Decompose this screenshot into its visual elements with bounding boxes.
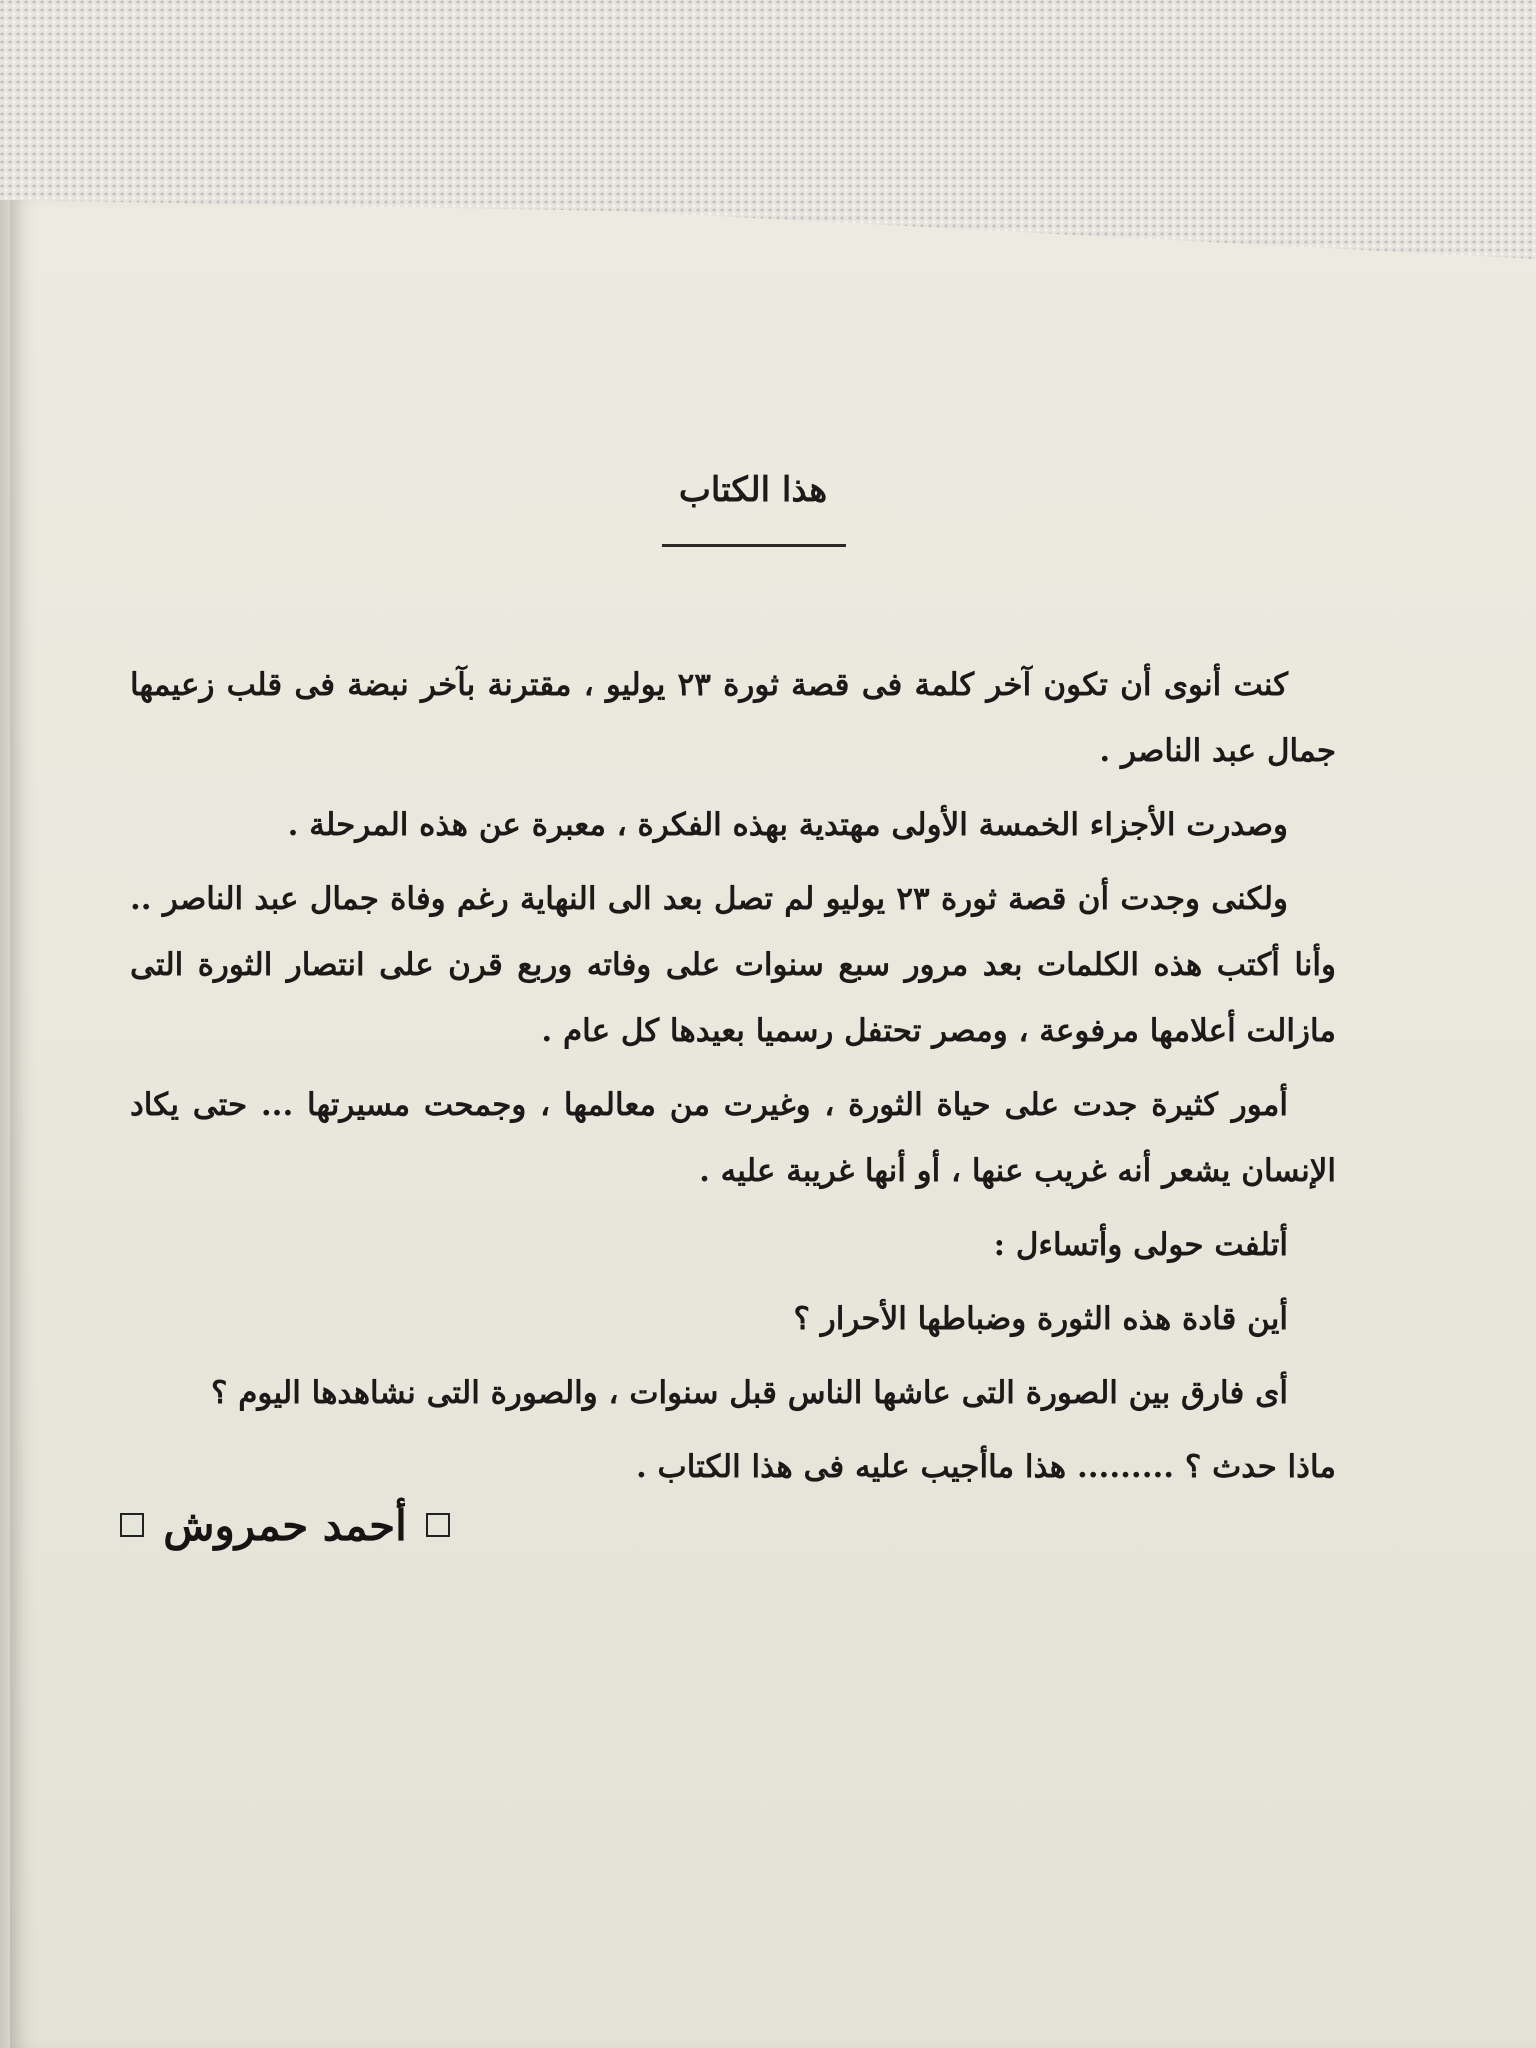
paragraph-3: ولكنى وجدت أن قصة ثورة ٢٣ يوليو لم تصل بعد الى النهاية رغم وفاة جمال عبد الناصر .. وأنا أكتب هذه الكلمات بعد مرور سبع سنوات على وفاته وربع قرن على انتصار الثورة التى مازالت أعلامها مرفوعة ، ومصر تحتفل رسميا بعيدها كل عام . <box>130 881 1336 1049</box>
author-signature: أحمد حمروش <box>163 1500 407 1550</box>
heading-underline <box>662 544 846 547</box>
paragraph-8: ماذا حدث ؟ ......... هذا ماأجيب عليه فى هذا الكتاب . <box>635 1449 1336 1485</box>
paragraph-4: أمور كثيرة جدت على حياة الثورة ، وغيرت من معالمها ، وجمحت مسيرتها ... حتى يكاد الإنسان يشعر أنه غريب عنها ، أو أنها غريبة عليه . <box>130 1087 1336 1189</box>
body-text <box>130 652 1336 1508</box>
signature-row <box>120 1490 450 1560</box>
paragraph-2: وصدرت الأجزاء الخمسة الأولى مهتدية بهذه الفكرة ، معبرة عن هذه المرحلة . <box>287 807 1288 843</box>
square-ornament-icon <box>120 1513 144 1537</box>
paragraph-5: أتلفت حولى وأتساءل : <box>993 1227 1288 1263</box>
page-heading: هذا الكتاب <box>678 470 828 510</box>
paragraph-6: أين قادة هذه الثورة وضباطها الأحرار ؟ <box>793 1301 1288 1337</box>
square-ornament-icon <box>426 1513 450 1537</box>
paragraph-7: أى فارق بين الصورة التى عاشها الناس قبل سنوات ، والصورة التى نشاهدها اليوم ؟ <box>210 1375 1288 1411</box>
paragraph-1: كنت أنوى أن تكون آخر كلمة فى قصة ثورة ٢٣ يوليو ، مقترنة بآخر نبضة فى قلب زعيمها جمال عبد الناصر . <box>130 667 1336 769</box>
